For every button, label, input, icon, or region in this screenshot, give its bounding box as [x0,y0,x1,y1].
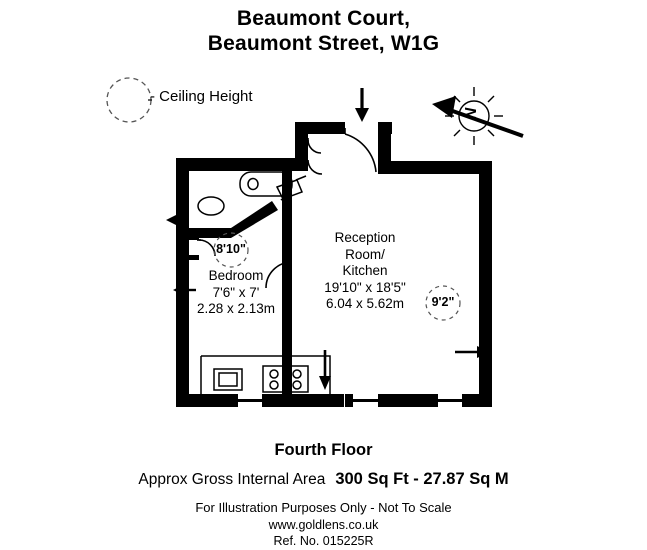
reception-name-line-2: Room/ [345,246,385,262]
area-value: 300 Sq Ft - 27.87 Sq M [335,470,509,488]
reception-name-line-3: Kitchen [342,263,388,278]
compass-north-letter: N [460,107,478,119]
floor-label: Fourth Floor [274,441,373,459]
title-line-1: Beaumont Court, [236,7,411,30]
area-summary [0,470,647,489]
reception-dims-metric: 6.04 x 5.62m [325,296,405,311]
bedroom-dims-imperial: 7'6" x 7' [212,284,260,300]
reception-name-line-1: Reception [334,230,396,245]
room-label-bedroom [184,268,288,318]
bedroom-name: Bedroom [208,268,264,283]
room-label-reception-kitchen [305,230,425,313]
illustration-note: For Illustration Purposes Only - Not To Scale [195,500,452,515]
sink-icon [198,197,224,215]
ceiling-height-legend-label: - Ceiling Height [150,88,253,105]
bathroom-ceiling-height-value: 8'10" [216,242,246,256]
reference-number: Ref. No. 015225R [273,534,374,548]
title-line-2: Beaumont Street, W1G [207,32,440,55]
website-link[interactable]: www.goldlens.co.uk [268,518,379,532]
entrance-arrow-icon [355,88,369,122]
ceiling-height-legend-icon [107,78,151,122]
area-label: Approx Gross Internal Area [138,471,326,488]
kitchen-fixtures [201,356,330,394]
bedroom-dims-metric: 2.28 x 2.13m [196,301,276,316]
reception-ceiling-height-value: 9'2" [431,295,455,309]
kitchen-sink-icon [214,369,242,390]
reception-dims-imperial: 19'10" x 18'5" [324,279,406,295]
